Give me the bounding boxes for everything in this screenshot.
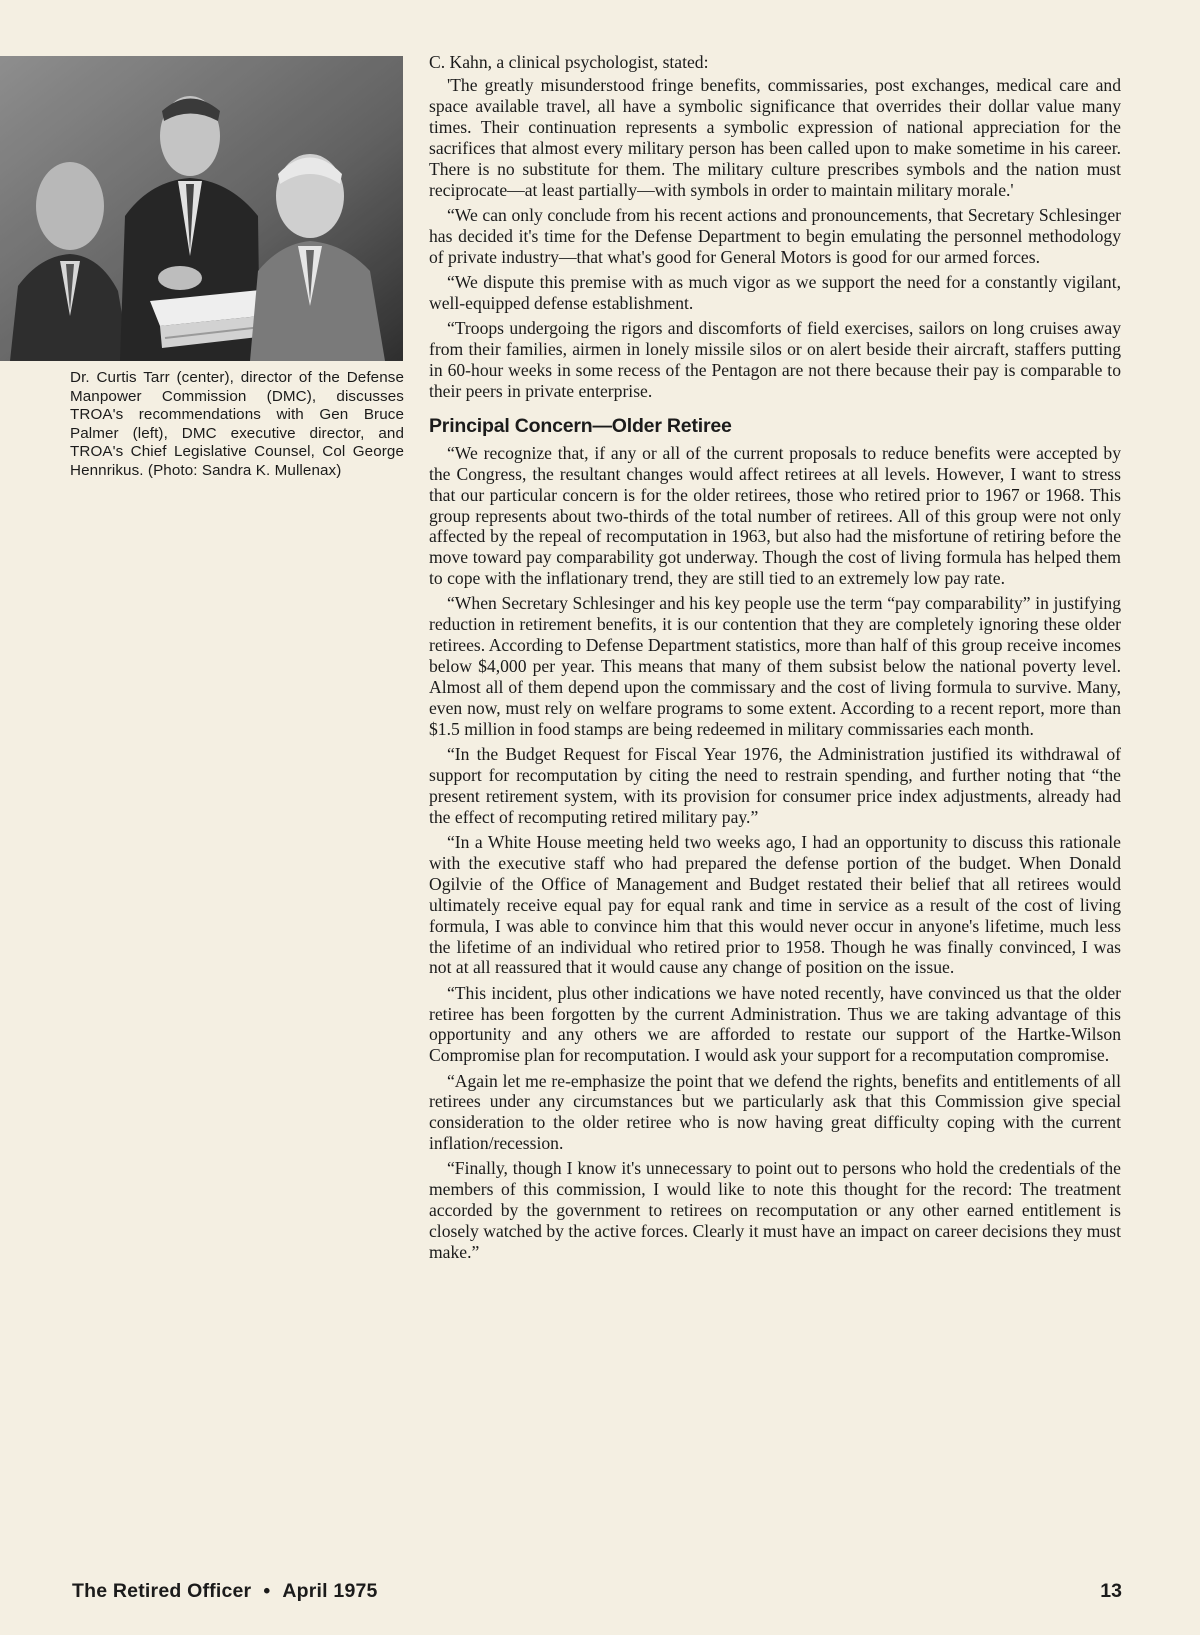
bullet-separator: •	[263, 1580, 271, 1602]
article-paragraph: “We dispute this premise with as much vigor as we support the need for a constantly vigilant, well-equipped defense establishment.	[429, 272, 1121, 314]
footer-publication	[72, 1580, 378, 1603]
issue-date: April 1975	[282, 1580, 378, 1602]
article-body	[429, 52, 1121, 1267]
photo-caption: Dr. Curtis Tarr (center), director of the Defense Manpower Commission (DMC), discusses TROA's recommendations with Gen Bruce Palmer (left), DMC executive director, and TROA's Chief Legislative Counsel, Col George Hennrikus. (Photo: Sandra K. Mullenax)	[70, 369, 404, 479]
publication-name: The Retired Officer	[72, 1580, 252, 1602]
article-paragraph: C. Kahn, a clinical psychologist, stated:	[429, 52, 709, 72]
photo-men-reviewing-document	[0, 56, 403, 361]
article-paragraph: “We can only conclude from his recent actions and pronouncements, that Secretary Schlesinger has decided it's time for the Defense Department to begin emulating the personnel methodology of private industry—that what's good for General Motors is good for our armed forces.	[429, 205, 1121, 267]
article-paragraph: “In a White House meeting held two weeks ago, I had an opportunity to discuss this rationale with the executive staff who had prepared the defense portion of the budget. When Donald Ogilvie of the Office of Management and Budget restated their belief that all retirees would ultimately receive equal pay for equal rank and time in service as a result of the cost of living formula, I was able to convince him that this would never occur in anyone's lifetime, much less the lifetime of an individual who retired prior to 1958. Though he was finally convinced, I was not at all reassured that it would cause any change of position on the issue.	[429, 832, 1121, 978]
article-paragraph: “We recognize that, if any or all of the current proposals to reduce benefits were accepted by the Congress, the resultant changes would affect retirees at all levels. However, I want to stress that our particular concern is for the older retirees, those who retired prior to 1967 or 1968. This group represents about two-thirds of the total number of retirees. All of this group were not only affected by the repeal of recomputation in 1963, but also had the misfortune of retiring before the move toward pay comparability got underway. Though the cost of living formula has helped them to cope with the inflationary trend, they are still tied to an extremely low pay rate.	[429, 442, 1121, 589]
section-heading: Principal Concern—Older Retiree	[429, 414, 732, 437]
article-paragraph: “Again let me re-emphasize the point that we defend the rights, benefits and entitlements of all retirees under any circumstances but we particularly ask that this Commission give special consideration to the older retiree who is now having great difficulty coping with the current inflation/recession.	[429, 1070, 1121, 1154]
article-paragraph: “This incident, plus other indications we have noted recently, have convinced us that the older retiree has been forgotten by the current Administration. Thus we are taking advantage of this opportunity and any others we are afforded to restate our support of the Hartke-Wilson Compromise plan for recomputation. I would ask your support for a recomputation compromise.	[429, 982, 1121, 1066]
article-paragraph: “In the Budget Request for Fiscal Year 1976, the Administration justified its withdrawal of support for recomputation by citing the need to restrain spending, and further noting that “the present retirement system, with its provision for consumer price index adjustments, already had the effect of recomputing retired military pay.”	[429, 744, 1121, 827]
page-number: 13	[1100, 1580, 1122, 1602]
article-paragraph: “Finally, though I know it's unnecessary to point out to persons who hold the credentials of the members of this commission, I would like to note this thought for the record: The treatment accorded by the government to retirees on recomputation or any other earned entitlement is closely watched by the active forces. Clearly it must have an impact on career decisions they must make.”	[429, 1158, 1121, 1263]
article-paragraph: “Troops undergoing the rigors and discomforts of field exercises, sailors on long cruises away from their families, airmen in lonely missile silos or on alert beside their aircraft, staffers putting in 60-hour weeks in some recess of the Pentagon are not there because their pay is comparable to their peers in private enterprise.	[429, 318, 1121, 401]
article-paragraph: 'The greatly misunderstood fringe benefits, commissaries, post exchanges, medical care and space available travel, all have a symbolic significance that overrides their dollar value many times. Their continuation represents a symbolic expression of national appreciation for the sacrifices that almost every military person has been called upon to make sometime in his career. There is no substitute for them. The military culture prescribes symbols and the nation must reciprocate—at least partially—with symbols in order to maintain military morale.'	[429, 75, 1121, 200]
article-paragraph: “When Secretary Schlesinger and his key people use the term “pay comparability” in justifying reduction in retirement benefits, it is our contention that they are completely ignoring these older retirees. According to Defense Department statistics, more than half of this group receive incomes below $4,000 per year. This means that many of them subsist below the national poverty level. Almost all of them depend upon the commissary and the cost of living formula to survive. Many, even now, must rely on welfare programs to some extent. According to a recent report, more than $1.5 million in food stamps are being redeemed in military commissaries each month.	[429, 593, 1121, 739]
photo	[0, 56, 403, 361]
